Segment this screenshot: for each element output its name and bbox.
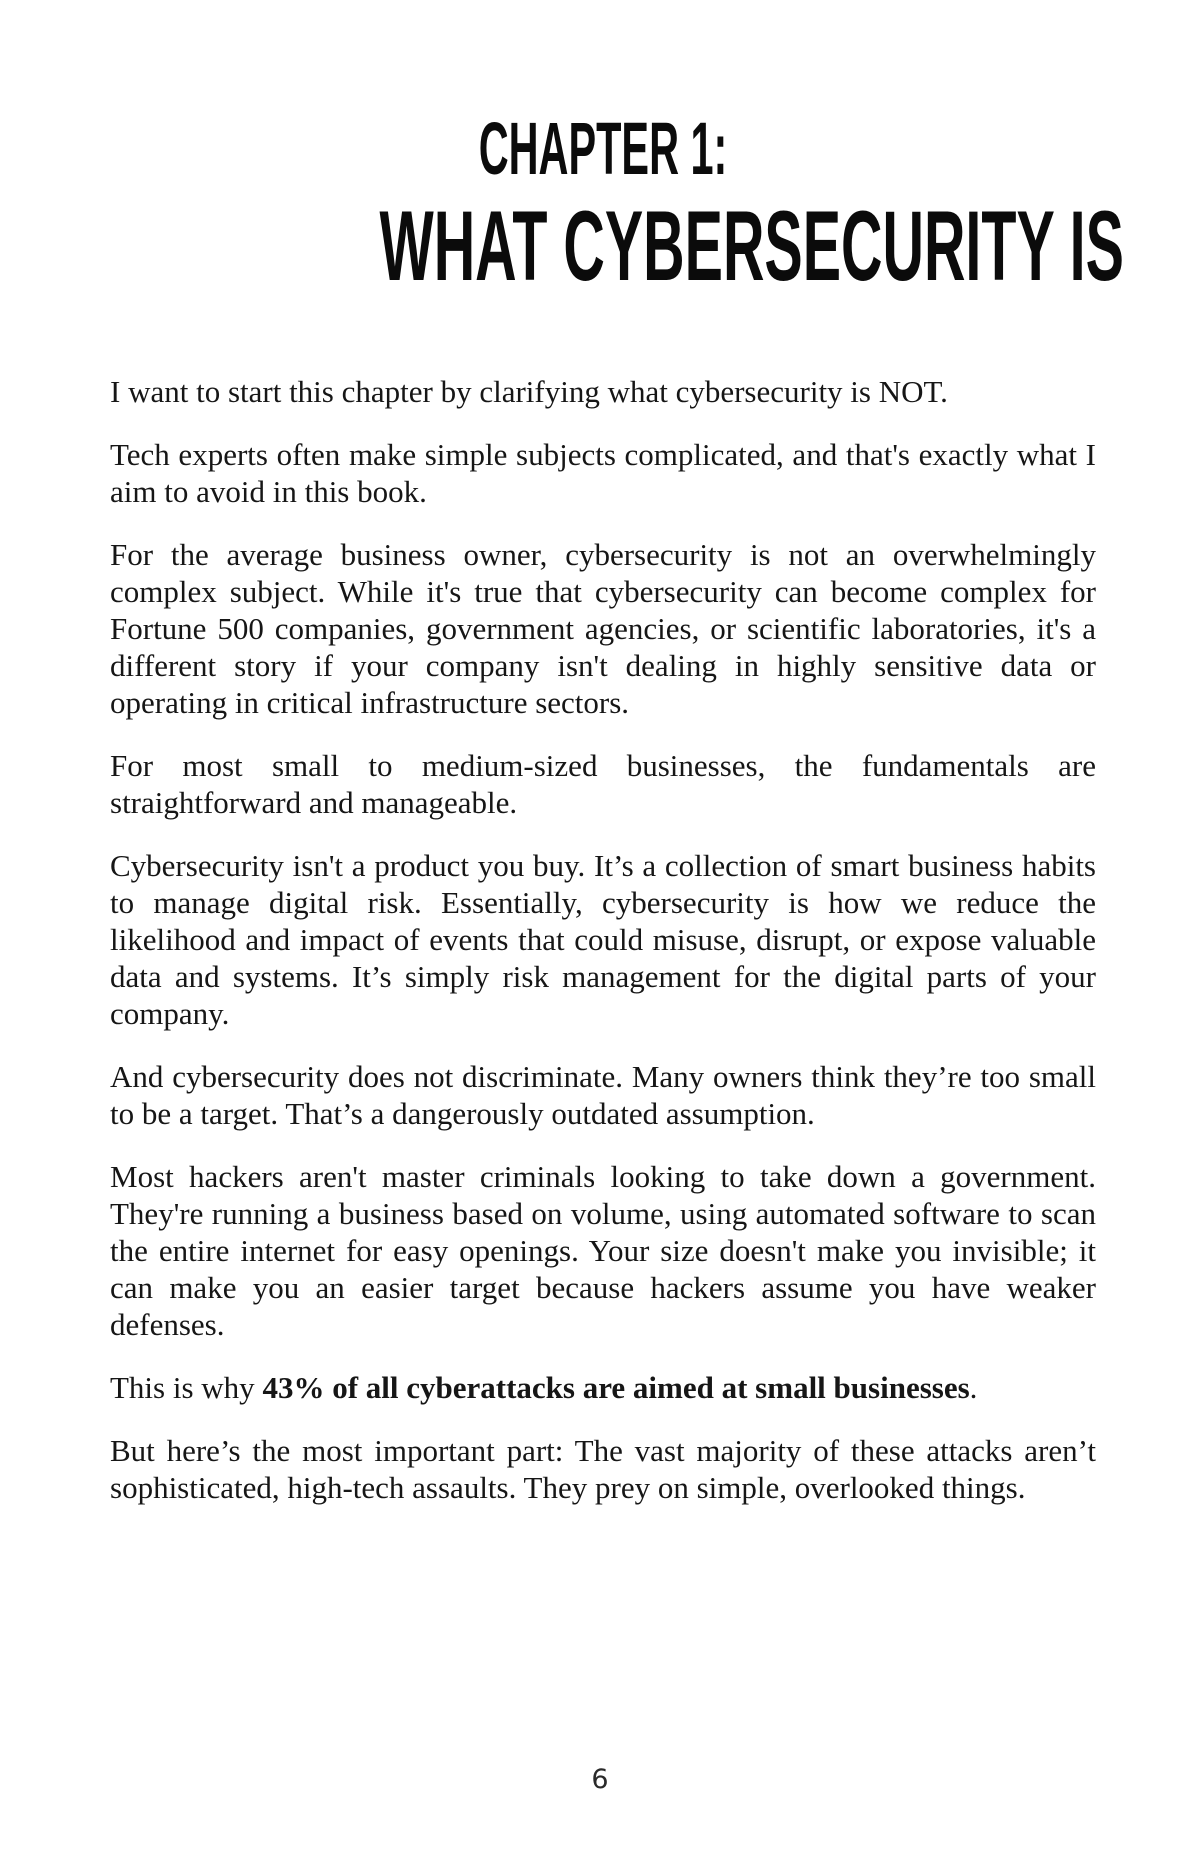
bold-text-segment: 43% of all cyberattacks are aimed at small businesses	[262, 1370, 970, 1405]
paragraph	[110, 847, 1096, 1032]
paragraph	[110, 1158, 1096, 1343]
paragraph	[110, 536, 1096, 721]
chapter-heading	[110, 107, 1124, 301]
text-segment: Most hackers aren't master criminals looking to take down a government. They're running a business based on volume, using automated software to scan the entire internet for easy openings. Your size doesn't make you invisible; it can make you an easier target because hackers assume you have weaker defenses.	[110, 1159, 1096, 1342]
chapter-body	[110, 373, 1096, 1506]
text-segment: But here’s the most important part: The vast majority of these attacks aren’t sophisticated, high-tech assaults. They prey on simple, overlooked things.	[110, 1433, 1096, 1505]
paragraph	[110, 1369, 1096, 1406]
text-segment: .	[969, 1370, 978, 1405]
text-segment: For most small to medium-sized businesses, the fundamentals are straightforward and manageable.	[110, 748, 1096, 820]
page-number: 6	[591, 1764, 609, 1795]
chapter-title-text: WHAT CYBERSECURITY IS	[379, 190, 1124, 301]
text-segment: Cybersecurity isn't a product you buy. It’s a collection of smart business habits to manage digital risk. Essentially, cybersecurity is how we reduce the likelihood and impact of events that could misuse, disrupt, or expose valuable data and systems. It’s simply risk management for the digital parts of your company.	[110, 848, 1096, 1031]
paragraph	[110, 1058, 1096, 1132]
chapter-title	[110, 190, 1124, 301]
text-segment: And cybersecurity does not discriminate. Many owners think they’re too small to be a target. That’s a dangerously outdated assumption.	[110, 1059, 1096, 1131]
chapter-kicker-text: CHAPTER 1:	[478, 107, 728, 190]
paragraph	[110, 747, 1096, 821]
text-segment: Tech experts often make simple subjects complicated, and that's exactly what I aim to avoid in this book.	[110, 437, 1096, 509]
text-segment: This is why	[110, 1370, 263, 1405]
paragraph	[110, 373, 1096, 410]
paragraph	[110, 1432, 1096, 1506]
text-segment: I want to start this chapter by clarifying what cybersecurity is NOT.	[110, 374, 948, 409]
paragraph	[110, 436, 1096, 510]
text-segment: For the average business owner, cybersecurity is not an overwhelmingly complex subject. While it's true that cybersecurity can become complex for Fortune 500 companies, government agencies, or scientific laboratories, it's a different story if your company isn't dealing in highly sensitive data or operating in critical infrastructure sectors.	[110, 537, 1096, 720]
chapter-kicker	[110, 107, 1096, 190]
